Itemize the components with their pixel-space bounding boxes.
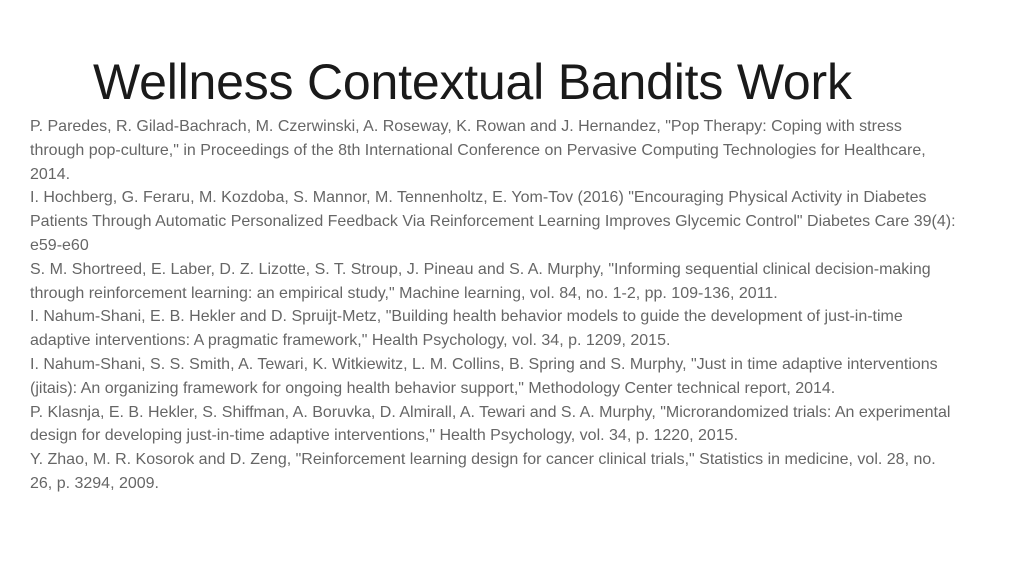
reference-item: I. Hochberg, G. Feraru, M. Kozdoba, S. Mannor, M. Tennenholtz, E. Yom-Tov (2016) "Encouraging Physical Activity in Diabetes Patients Through Automatic Personalized Feedback Via Reinforcement Learning Improves Glycemic Control" Diabetes Care 39(4): e59-e60 <box>30 189 956 254</box>
reference-item: P. Klasnja, E. B. Hekler, S. Shiffman, A. Boruvka, D. Almirall, A. Tewari and S. A. Murphy, "Microrandomized trials: An experimental design for developing just-in-time adaptive interventions," Health Psychology, vol. 34, p. 1220, 2015. <box>30 403 951 445</box>
slide-title: Wellness Contextual Bandits Work <box>93 54 852 110</box>
reference-item: I. Nahum-Shani, S. S. Smith, A. Tewari, K. Witkiewitz, L. M. Collins, B. Spring and S. Murphy, "Just in time adaptive interventions (jitais): An organizing framework for ongoing health behavior support," Methodology Center technical report, 2014. <box>30 355 938 397</box>
reference-item: Y. Zhao, M. R. Kosorok and D. Zeng, "Reinforcement learning design for cancer clinical trials," Statistics in medicine, vol. 28, no. 26, p. 3294, 2009. <box>30 451 936 492</box>
reference-item: I. Nahum-Shani, E. B. Hekler and D. Spruijt-Metz, "Building health behavior models to guide the development of just-in-time adaptive interventions: A pragmatic framework," Health Psychology, vol. 34, p. 1209, 2015. <box>30 308 903 350</box>
reference-item: S. M. Shortreed, E. Laber, D. Z. Lizotte, S. T. Stroup, J. Pineau and S. A. Murphy, "Informing sequential clinical decision-making through reinforcement learning: an empirical study," Machine learning, vol. 84, no. 1-2, pp. 109-136, 2011. <box>30 260 931 302</box>
reference-list <box>30 115 960 496</box>
reference-item: P. Paredes, R. Gilad-Bachrach, M. Czerwinski, A. Roseway, K. Rowan and J. Hernandez, "Pop Therapy: Coping with stress through pop-culture," in Proceedings of the 8th International Conference on Pervasive Computing Technologies for Healthcare, 2014. <box>30 118 926 183</box>
